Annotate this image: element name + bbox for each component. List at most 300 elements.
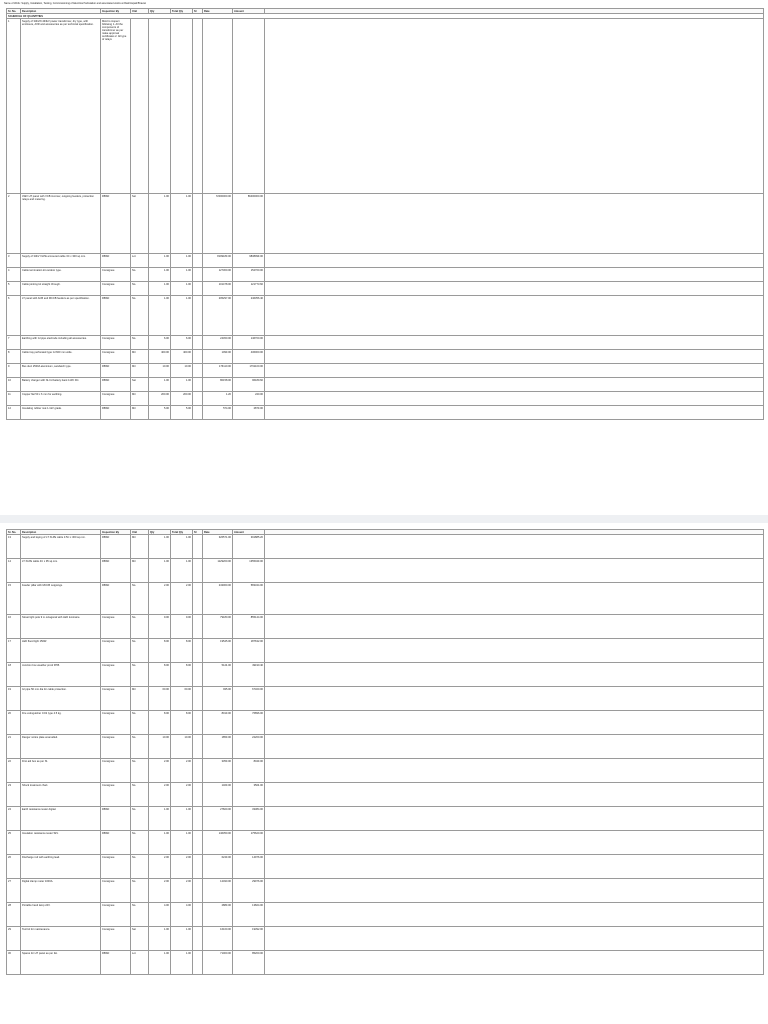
cell-amt: 175620.00 (233, 831, 265, 855)
cell-sr: 29 (7, 927, 21, 951)
cell-desc: Shock treatment chart. (21, 783, 101, 807)
cell-unit: No. (131, 759, 149, 783)
cell-qty: 1.00 (149, 559, 171, 583)
cell-spacer (265, 759, 764, 783)
cell-desc: Bus duct 2500A aluminium, sandwich type. (21, 364, 101, 378)
cell-unit (131, 19, 149, 194)
cell-tq: 10.00 (171, 735, 193, 759)
cell-rate: 19545.00 (203, 639, 233, 663)
header-cell: Description (21, 530, 101, 535)
cell-desc: Feeder pillar with MCCB outgoings. (21, 583, 101, 615)
cell-spacer (265, 951, 764, 975)
cell-si (193, 583, 203, 615)
cell-tq: 1.00 (171, 296, 193, 336)
cell-si (193, 615, 203, 639)
cell-amt: 49190.40 (233, 663, 265, 687)
cell-qty: 1.00 (149, 807, 171, 831)
cell-insp: Consignee (101, 392, 131, 406)
cell-desc: Supply of 33kV/0.433kV power transformer, dry type, with enclosure, AVR and accessories as per technical specification. (21, 19, 101, 194)
cell-tq: 1.00 (171, 831, 193, 855)
cell-insp: RBSD (101, 194, 131, 254)
table-row (7, 392, 764, 406)
table-row (7, 364, 764, 378)
cell-qty: 1.00 (149, 282, 171, 296)
cell-amt: 33384.00 (233, 807, 265, 831)
cell-spacer (265, 783, 764, 807)
header-cell: Sr. No. (7, 9, 21, 14)
cell-desc: Battery charger with Ni-Cd battery bank 110V DC. (21, 378, 101, 392)
cell-desc: Copper flat 50 x 6 mm for earthing. (21, 392, 101, 406)
cell-amt: 152760.00 (233, 268, 265, 282)
cell-spacer (265, 831, 764, 855)
cell-si (193, 687, 203, 711)
cell-amt: 1355040.00 (233, 559, 265, 583)
cell-tq: 1.00 (171, 807, 193, 831)
cell-unit: Mtr (131, 559, 149, 583)
cell-sr: 9 (7, 364, 21, 378)
cell-tq: 8.00 (171, 711, 193, 735)
cell-rate: 243060.00 (203, 583, 233, 615)
cell-desc: Insulation resistance tester 5kV. (21, 831, 101, 855)
cell-tq: 10.00 (171, 364, 193, 378)
cell-insp: RBSD (101, 535, 131, 559)
cell-insp: RBSD (101, 254, 131, 268)
cell-si (193, 735, 203, 759)
cell-spacer (265, 927, 764, 951)
cell-si (193, 951, 203, 975)
cell-rate: 6240.00 (203, 855, 233, 879)
cell-amt: 187632.00 (233, 639, 265, 663)
cell-spacer (265, 663, 764, 687)
cell-spacer (265, 615, 764, 639)
cell-rate: 127300.00 (203, 268, 233, 282)
cell-unit: No. (131, 663, 149, 687)
cell-unit: No. (131, 268, 149, 282)
table-row (7, 583, 764, 615)
cell-amt: 240.00 (233, 392, 265, 406)
header-cell: Qty (149, 9, 171, 14)
cell-insp: RBSD (101, 583, 131, 615)
cell-tq: 400.00 (171, 350, 193, 364)
cell-tq: 9.00 (171, 615, 193, 639)
cell-desc: Supply and laying of LT XLPE cable 3.5C x 300 sq.mm. (21, 535, 101, 559)
cell-qty: 10.00 (149, 364, 171, 378)
table-row (7, 903, 764, 927)
cell-si (193, 903, 203, 927)
cell-spacer (265, 535, 764, 559)
cell-amt: 2870.00 (233, 406, 265, 420)
cell-spacer (265, 268, 764, 282)
cell-unit: Lot (131, 951, 149, 975)
cell-qty: 2.00 (149, 759, 171, 783)
cell-unit: Mtr (131, 392, 149, 406)
schedule-table-1 (6, 8, 764, 420)
cell-amt: 86400000.00 (233, 194, 265, 254)
cell-sr: 14 (7, 559, 21, 583)
cell-si (193, 194, 203, 254)
table-row (7, 855, 764, 879)
cell-si (193, 759, 203, 783)
cell-amt: 583344.00 (233, 583, 265, 615)
cell-insp: RBSD (101, 378, 131, 392)
cell-tq: 6.00 (171, 336, 193, 350)
section-label: SCHEDULE OF QUANTITIES (7, 14, 764, 19)
header-cell: Unit (131, 9, 149, 14)
cell-insp: Consignee (101, 735, 131, 759)
cell-rate: 8199180.00 (203, 254, 233, 268)
cell-spacer (265, 378, 764, 392)
cell-amt: 67320.00 (233, 687, 265, 711)
cell-tq: 1.00 (171, 535, 193, 559)
cell-si (193, 711, 203, 735)
table-row (7, 268, 764, 282)
cell-spacer (265, 336, 764, 350)
cell-unit: No. (131, 855, 149, 879)
cell-desc: Cable tray perforated type GI 600 mm wide. (21, 350, 101, 364)
header-cell: Qty (149, 530, 171, 535)
cell-insp: Consignee (101, 759, 131, 783)
cell-amt: 436000.00 (233, 350, 265, 364)
cell-si (193, 639, 203, 663)
cell-si (193, 663, 203, 687)
cell-sr: 18 (7, 663, 21, 687)
cell-amt: 14976.00 (233, 855, 265, 879)
cell-si (193, 559, 203, 583)
cell-tq: 8.00 (171, 639, 193, 663)
cell-desc: Insulating rubber mat 1.1kV grade. (21, 406, 101, 420)
cell-si (193, 855, 203, 879)
cell-qty: 1.00 (149, 535, 171, 559)
cell-qty: 8.00 (149, 663, 171, 687)
cell-sr: 22 (7, 759, 21, 783)
cell-rate: 574.00 (203, 406, 233, 420)
table-row (7, 378, 764, 392)
cell-insp: Consignee (101, 711, 131, 735)
cell-unit: No. (131, 711, 149, 735)
cell-insp: RBSD (101, 951, 131, 975)
cell-unit: No. (131, 296, 149, 336)
cell-unit: Set (131, 378, 149, 392)
cell-sr: 12 (7, 406, 21, 420)
cell-sr: 4 (7, 268, 21, 282)
cell-insp: Consignee (101, 336, 131, 350)
cell-si (193, 378, 203, 392)
cell-qty: 200.00 (149, 392, 171, 406)
cell-sr: 2 (7, 194, 21, 254)
cell-spacer (265, 687, 764, 711)
cell-rate: 79180.00 (203, 615, 233, 639)
cell-sr: 26 (7, 855, 21, 879)
cell-desc: 33kV HT panel with VCB incomer, outgoing feeders, protection relays and metering. (21, 194, 101, 254)
cell-sr: 7 (7, 336, 21, 350)
cell-desc: Street light pole 9 m octagonal with LED luminaire. (21, 615, 101, 639)
cell-amt: 13824.00 (233, 903, 265, 927)
table-row (7, 735, 764, 759)
table-row (7, 879, 764, 903)
cell-tq: 2.00 (171, 783, 193, 807)
cell-tq: 200.00 (171, 392, 193, 406)
cell-insp: Consignee (101, 927, 131, 951)
cell-qty: 2.00 (149, 879, 171, 903)
cell-spacer (265, 879, 764, 903)
cell-tq: 1.00 (171, 927, 193, 951)
cell-sr: 21 (7, 735, 21, 759)
cell-qty: 1.00 (149, 296, 171, 336)
cell-qty: 2.00 (149, 583, 171, 615)
header-cell: Sr. No. (7, 530, 21, 535)
cell-rate: 16160.00 (203, 927, 233, 951)
header-cell: Amount (233, 530, 265, 535)
cell-si (193, 268, 203, 282)
header-cell: Inspection By (101, 9, 131, 14)
cell-amt: 855144.00 (233, 615, 265, 639)
cell-unit: No. (131, 831, 149, 855)
cell-qty: 8.00 (149, 711, 171, 735)
cell-rate: 80158.00 (203, 378, 233, 392)
cell-tq: 5.00 (171, 406, 193, 420)
cell-qty: 1.00 (149, 268, 171, 282)
cell-rate: 12490.00 (203, 879, 233, 903)
cell-tq: 1.00 (171, 282, 193, 296)
cell-si (193, 879, 203, 903)
header-cell: Description (21, 9, 101, 14)
table-body-2 (7, 535, 764, 975)
cell-qty: 1.00 (149, 254, 171, 268)
cell-tq: 2.00 (171, 583, 193, 615)
cell-rate: 1460.00 (203, 783, 233, 807)
table-row (7, 336, 764, 350)
cell-qty: 10.00 (149, 735, 171, 759)
table-row (7, 615, 764, 639)
cell-rate: 1850.00 (203, 735, 233, 759)
cell-sr: 20 (7, 711, 21, 735)
cell-desc: First aid box as per IS. (21, 759, 101, 783)
cell-si (193, 406, 203, 420)
cell-rate: 27820.00 (203, 807, 233, 831)
cell-si (193, 19, 203, 194)
cell-insp: Consignee (101, 687, 131, 711)
cell-spacer (265, 639, 764, 663)
table-row (7, 282, 764, 296)
table-body-1 (7, 19, 764, 420)
cell-desc: Tool kit for maintenance. (21, 927, 101, 951)
cell-amt (233, 19, 265, 194)
cell-sr: 15 (7, 583, 21, 615)
header-cell: Inspection By (101, 530, 131, 535)
cell-qty: 1.00 (149, 927, 171, 951)
cell-qty: 2.00 (149, 855, 171, 879)
cell-desc: Spares for HT panel as per list. (21, 951, 101, 975)
cell-amt: 3504.00 (233, 783, 265, 807)
table-row (7, 831, 764, 855)
cell-qty (149, 19, 171, 194)
cell-rate: 3350.00 (203, 759, 233, 783)
cell-tq: 60.00 (171, 687, 193, 711)
cell-insp: Mstd to inspect following 1. All the components of transformer as per make approval certificates 2. All type of relays (101, 19, 131, 194)
table-row (7, 406, 764, 420)
cell-rate: 24450.00 (203, 336, 233, 350)
cell-rate: 72000000.00 (203, 194, 233, 254)
cell-rate: 1090.00 (203, 350, 233, 364)
cell-unit: Mtr (131, 406, 149, 420)
table-row (7, 927, 764, 951)
table-row (7, 254, 764, 268)
cell-tq: 2.00 (171, 855, 193, 879)
cell-spacer (265, 282, 764, 296)
cell-amt: 85200.00 (233, 951, 265, 975)
cell-si (193, 535, 203, 559)
cell-unit: No. (131, 583, 149, 615)
header-cell: Unit (131, 530, 149, 535)
sheet-page-2 (0, 523, 768, 1024)
cell-unit: Mtr (131, 350, 149, 364)
cell-si (193, 927, 203, 951)
cell-sr: 17 (7, 639, 21, 663)
cell-amt: 29976.00 (233, 879, 265, 903)
cell-rate: 8010.00 (203, 711, 233, 735)
cell-rate: 1129200.00 (203, 559, 233, 583)
cell-desc: LED flood light 150W. (21, 639, 101, 663)
cell-unit: No. (131, 282, 149, 296)
cell-tq: 1.00 (171, 378, 193, 392)
cell-rate: 205297.00 (203, 296, 233, 336)
cell-insp: RBSD (101, 364, 131, 378)
cell-spacer (265, 855, 764, 879)
cell-sr: 10 (7, 378, 21, 392)
cell-desc: Supply of 33kV XLPE armoured cable 3C x 300 sq.mm. (21, 254, 101, 268)
table-row (7, 194, 764, 254)
table-row (7, 711, 764, 735)
cell-insp: Consignee (101, 350, 131, 364)
table-row (7, 663, 764, 687)
table-row (7, 783, 764, 807)
cell-desc: Discharge rod with earthing lead. (21, 855, 101, 879)
cell-unit: Mtr (131, 535, 149, 559)
cell-qty: 60.00 (149, 687, 171, 711)
cell-sr: 24 (7, 807, 21, 831)
work-title-note: Name of Work: Supply, Installation, Testing, Commissioning of Electrical Substation and associated works at Rashtrapati Bhavan (4, 2, 147, 5)
header-cell: Rate (203, 530, 233, 535)
cell-amt: 246356.40 (233, 296, 265, 336)
cell-desc: Cable jointing kit straight through. (21, 282, 101, 296)
cell-insp: Consignee (101, 783, 131, 807)
cell-rate: 146350.00 (203, 831, 233, 855)
cell-sr: 6 (7, 296, 21, 336)
cell-desc: Fire extinguisher CO2 type 4.5 kg. (21, 711, 101, 735)
cell-rate: 5124.00 (203, 663, 233, 687)
cell-sr: 3 (7, 254, 21, 268)
cell-qty: 5.00 (149, 406, 171, 420)
cell-spacer (265, 350, 764, 364)
cell-unit: No. (131, 807, 149, 831)
cell-amt: 76896.00 (233, 711, 265, 735)
cell-insp: Consignee (101, 855, 131, 879)
cell-spacer (265, 903, 764, 927)
cell-insp: Consignee (101, 663, 131, 687)
cell-amt: 1761100.00 (233, 364, 265, 378)
cell-desc: Danger notice plate enamelled. (21, 735, 101, 759)
cell-qty: 1.00 (149, 378, 171, 392)
cell-rate (203, 19, 233, 194)
cell-spacer (265, 711, 764, 735)
cell-spacer (265, 583, 764, 615)
cell-qty: 8.00 (149, 639, 171, 663)
header-cell: Total Qty (171, 530, 193, 535)
cell-rate: 71000.00 (203, 951, 233, 975)
cell-qty: 400.00 (149, 350, 171, 364)
cell-insp: RBSD (101, 559, 131, 583)
cell-spacer (265, 807, 764, 831)
cell-tq: 1.00 (171, 254, 193, 268)
cell-sr: 8 (7, 350, 21, 364)
table-row (7, 535, 764, 559)
cell-si (193, 783, 203, 807)
cell-desc: LT XLPE cable 4C x 95 sq.mm. (21, 559, 101, 583)
cell-unit: No. (131, 336, 149, 350)
cell-insp: Consignee (101, 268, 131, 282)
cell-unit: No. (131, 615, 149, 639)
cell-rate: 935.00 (203, 687, 233, 711)
cell-spacer (265, 392, 764, 406)
cell-qty: 1.00 (149, 194, 171, 254)
cell-desc: Earthing with GI pipe electrode including all accessories. (21, 336, 101, 350)
cell-qty: 9.00 (149, 615, 171, 639)
cell-tq: 4.00 (171, 903, 193, 927)
cell-amt: 8040.00 (233, 759, 265, 783)
cell-unit: No. (131, 783, 149, 807)
cell-amt: 19392.00 (233, 927, 265, 951)
table-row (7, 807, 764, 831)
cell-tq: 2.00 (171, 879, 193, 903)
cell-spacer (265, 735, 764, 759)
cell-si (193, 392, 203, 406)
page-gap (0, 515, 768, 523)
cell-rate: 1.20 (203, 392, 233, 406)
cell-sr: 5 (7, 282, 21, 296)
header-cell: SI (193, 530, 203, 535)
table-row (7, 559, 764, 583)
cell-sr: 25 (7, 831, 21, 855)
cell-desc: Digital clamp meter 1000A. (21, 879, 101, 903)
cell-rate: 2880.00 (203, 903, 233, 927)
schedule-table-2 (6, 529, 764, 975)
cell-insp: Consignee (101, 282, 131, 296)
cell-spacer (265, 194, 764, 254)
cell-desc: Earth resistance tester digital. (21, 807, 101, 831)
cell-spacer (265, 254, 764, 268)
cell-insp: Consignee (101, 615, 131, 639)
cell-sr: 1 (7, 19, 21, 194)
cell-unit: Lot (131, 254, 149, 268)
table-row (7, 951, 764, 975)
cell-tq: 2.00 (171, 759, 193, 783)
cell-desc: Junction box weather proof IP65. (21, 663, 101, 687)
cell-amt: 22200.00 (233, 735, 265, 759)
cell-sr: 11 (7, 392, 21, 406)
table-row (7, 296, 764, 336)
cell-insp: Consignee (101, 639, 131, 663)
cell-si (193, 364, 203, 378)
cell-insp: Consignee (101, 879, 131, 903)
cell-amt: 96189.60 (233, 378, 265, 392)
table-row (7, 350, 764, 364)
cell-insp: Consignee (101, 903, 131, 927)
cell-qty: 1.00 (149, 831, 171, 855)
cell-amt: 9838999.00 (233, 254, 265, 268)
cell-si (193, 350, 203, 364)
cell-desc: GI pipe 50 mm dia for cable protection. (21, 687, 101, 711)
cell-desc: Portable hand lamp 24V. (21, 903, 101, 927)
